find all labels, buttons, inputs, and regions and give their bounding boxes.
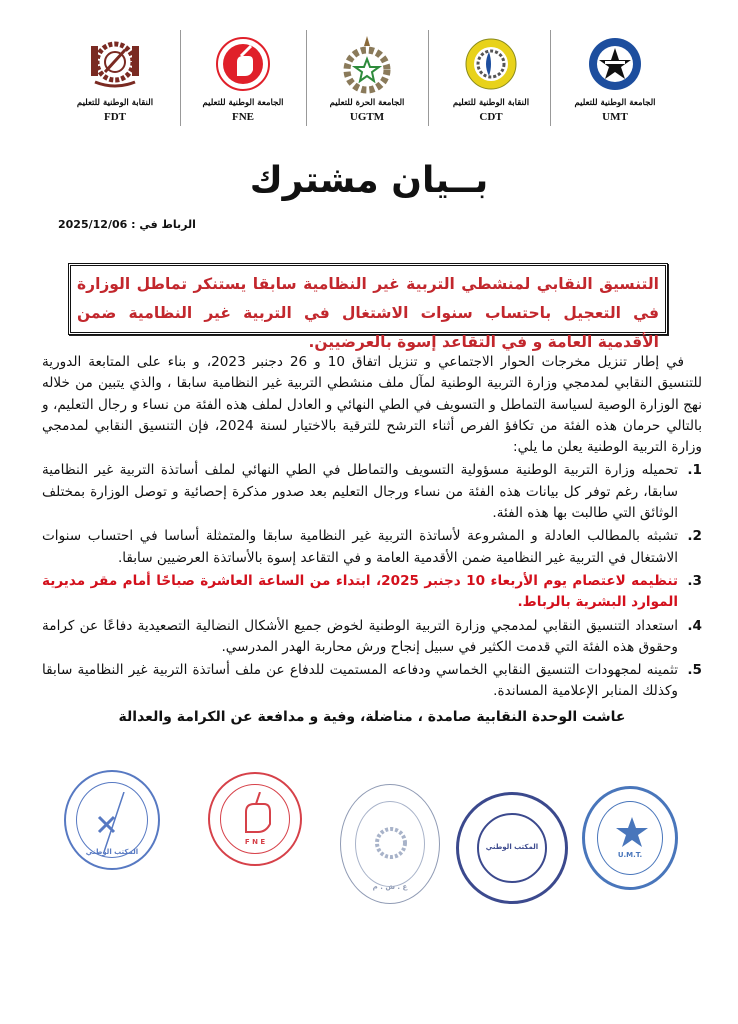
stamp-umt-icon — [582, 786, 678, 890]
logo-code: UGTM — [349, 111, 385, 123]
union-stamps — [60, 770, 680, 930]
item-text: تحميله وزارة التربية الوطنية مسؤولية التسويف والتماطل في الطي النهائي لملف أساتذة التربية غير النظامية سابقا، رغم توفر كل بيانات هذه الفئة من نساء ورجال التعليم بعد صدور مذكرة إحصائية و توصل الوزارة بمختلف الوثائق التي طالبت بها هذه الفئة. — [42, 462, 678, 522]
logo-code: CDT — [479, 111, 503, 123]
item-text: استعداد التنسيق النقابي لمدمجي وزارة التربية الوطنية لخوض جميع الأشكال النضالية التصعيدية دفاعًا عن كرامة وحقوق هذه الفئة التي قدمت الكثير في سبيل إنجاح ورش محاربة الهدر المدرسي. — [42, 617, 678, 655]
item-number: 3. — [687, 572, 702, 589]
logo-ugtm — [312, 26, 422, 138]
intro-paragraph: في إطار تنزيل مخرجات الحوار الاجتماعي و تنزيل اتفاق 10 و 26 دجنبر 2023، و بناء على المتابعة الدورية للتنسيق النقابي لمدمجي وزارة التربية الوطنية لمآل ملف منشطي التربية غير النظامية سابقا ، والذي يتبين من خلاله نهج الوزارة الوصية لسياسة التماطل و التسويف في الطي النهائي و العادل لملف هذه الفئة من نساء و رجال التعليم، و بالتالي حرمان هذه الفئة من تكافؤ الفرص أثناء الترشح للترقية بالاختيار لسنة 2024، فإن التنسيق النقابي لمدمجي وزارة التربية الوطنية يعلن ما يلي: — [42, 354, 702, 456]
demands-list — [42, 460, 702, 702]
stamp-fne-icon — [208, 772, 302, 866]
logo-name: النقابة الوطنية للتعليم — [76, 98, 154, 108]
logo-fdt — [60, 26, 170, 138]
logo-code: FNE — [232, 111, 254, 123]
date-line — [58, 218, 196, 231]
logo-code: UMT — [602, 111, 628, 123]
page-title: بــيان مشترك — [249, 160, 489, 201]
logo-name: الجامعة الحرة للتعليم — [329, 98, 405, 108]
list-item — [42, 660, 702, 703]
stamp-fdt-icon — [64, 770, 160, 870]
fne-fist-icon — [215, 36, 271, 92]
item-number: 1. — [687, 462, 702, 479]
fdt-emblem-icon — [87, 36, 143, 92]
closing-slogan: عاشت الوحدة النقابية صامدة ، مناضلة، وفية و مدافعة عن الكرامة والعدالة — [118, 708, 626, 725]
item-number: 4. — [687, 617, 702, 634]
stamp-label: F N E — [244, 838, 266, 846]
date-label: الرباط في : — [131, 218, 196, 231]
logo-name: النقابة الوطنية للتعليم — [452, 98, 530, 108]
item-number: 2. — [687, 528, 702, 545]
stamp-label: المكتب الوطني — [485, 843, 539, 851]
item-text: تنظيمه لاعتصام يوم الأربعاء 10 دجنبر 2025، ابتداء من الساعة العاشرة صباحًا أمام مقر مديرية الموارد البشرية بالرباط. — [42, 572, 678, 611]
stamp-cdt-icon — [456, 792, 568, 904]
stamp-label: المكتب الوطني — [85, 848, 139, 856]
logo-name: الجامعة الوطنية للتعليم — [574, 98, 656, 108]
stamp-label: ع . ش . م — [372, 883, 408, 891]
logo-fne — [188, 26, 298, 138]
logo-cdt — [436, 26, 546, 138]
list-item-highlighted — [42, 571, 702, 614]
list-item — [42, 460, 702, 524]
logo-code: FDT — [104, 111, 126, 123]
divider — [550, 30, 551, 126]
divider — [180, 30, 181, 126]
logo-umt — [560, 26, 670, 138]
cdt-emblem-icon — [463, 36, 519, 92]
list-item — [42, 526, 702, 569]
item-text: تشبثه بالمطالب العادلة و المشروعة لأساتذة التربية غير النظامية سابقا والمتمثلة أساسا في احتساب سنوات الاشتغال في التربية غير النظامية ضمن الأقدمية العامة و في التقاعد إسوة بالأساتذة العرضيين سابقا. — [42, 528, 678, 566]
divider — [428, 30, 429, 126]
stamp-label: U.M.T. — [617, 851, 643, 859]
item-number: 5. — [687, 662, 702, 679]
umt-star-icon — [587, 36, 643, 92]
headline-banner: التنسيق النقابي لمنشطي التربية غير النظامية سابقا يستنكر تماطل الوزارة في التعجيل باحتساب سنوات الاشتغال في التربية غير النظامية ضمن الأقدمية العامة و في التقاعد إسوة بالعرضيين. — [68, 263, 668, 335]
union-logos-header — [60, 26, 680, 138]
item-text: تثمينه لمجهودات التنسيق النقابي الخماسي ودفاعه المستميت للدفاع عن ملف أساتذة التربية غير النظامية سابقا وكذلك المنابر الإعلامية المساندة. — [42, 662, 678, 700]
divider — [306, 30, 307, 126]
statement-body — [42, 352, 702, 728]
ugtm-gear-star-icon — [339, 36, 395, 92]
stamp-ugtm-icon — [340, 784, 440, 904]
list-item — [42, 616, 702, 659]
logo-name: الجامعة الوطنية للتعليم — [202, 98, 284, 108]
date-value: 2025/12/06 — [58, 218, 128, 231]
